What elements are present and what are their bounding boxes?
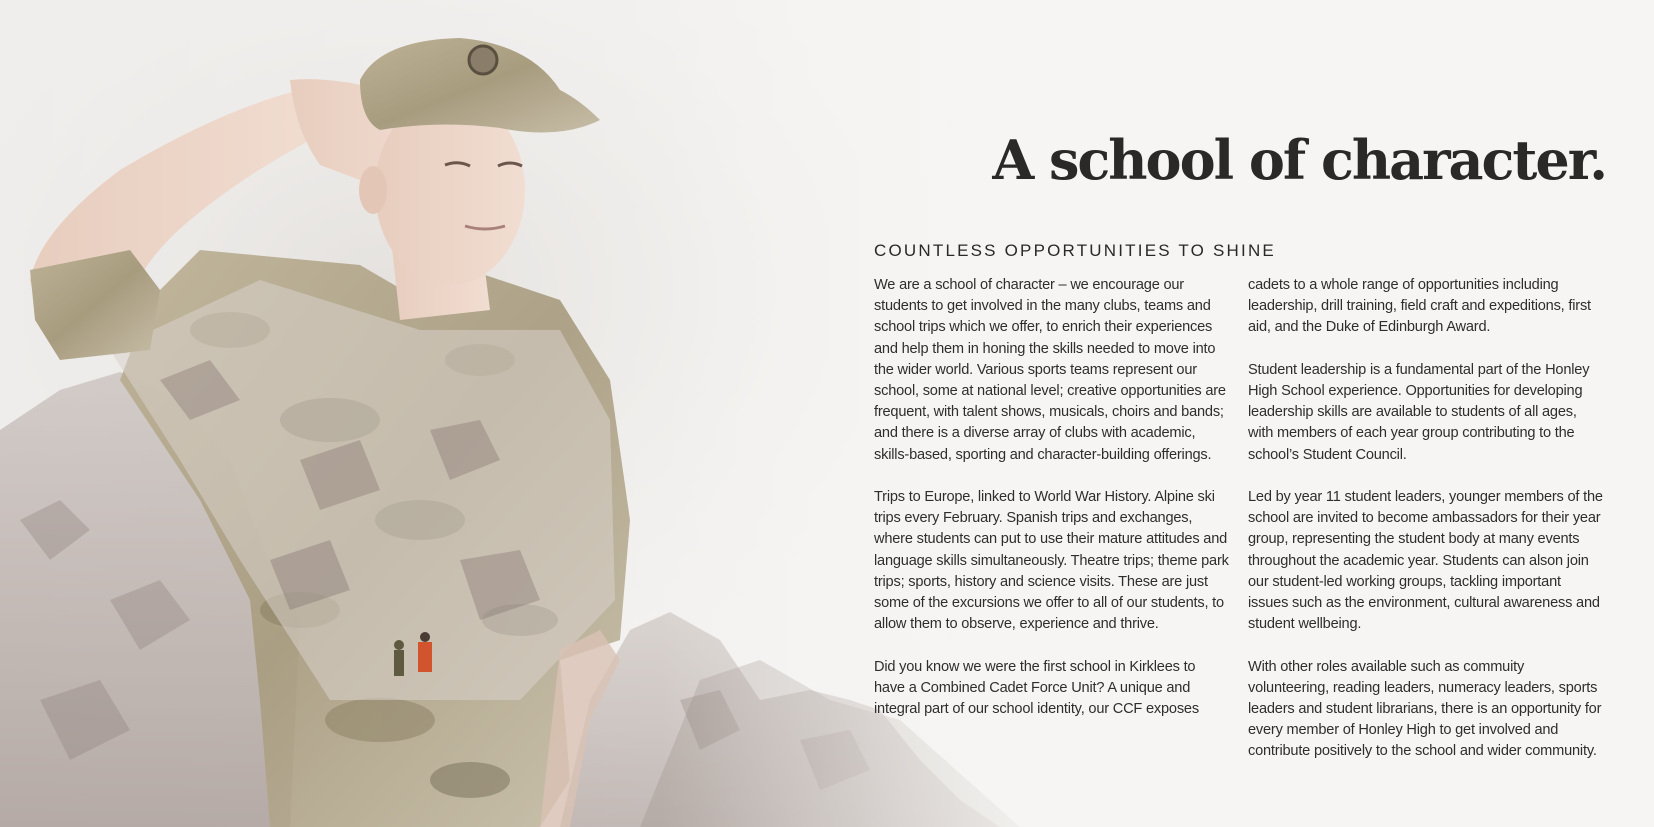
paragraph: We are a school of character – we encourage our students to get involved in the many clubs, teams and school trips which we offer, to enrich their experiences and help them in honing the skills needed to move into the wider world. Various sports teams represent our school, some at national level; creative opportunities are frequent, with talent shows, musicals, choirs and bands; and there is a diverse array of clubs with academic, skills-based, sporting and character-building offerings.	[874, 277, 1226, 463]
text-column-left	[874, 275, 1229, 741]
paragraph: Led by year 11 student leaders, younger members of the school are invited to become ambassadors for their year group, representing the student body at many events throughout the academic year. Students can alson join our student-led working groups, tackling important issues such as the environment, cultural awareness and student wellbeing.	[1248, 489, 1603, 633]
paragraph: cadets to a whole range of opportunities including leadership, drill training, field craft and expeditions, first aid, and the Duke of Edinburgh Award.	[1248, 277, 1591, 336]
paragraph: With other roles available such as commuity volunteering, reading leaders, numeracy leaders, sports leaders and student librarians, there is an opportunity for every member of Honley High to get involved and contribute positively to the school and wider community.	[1248, 658, 1602, 760]
page-title: A school of character.	[992, 128, 1606, 192]
paragraph: Student leadership is a fundamental part of the Honley High School experience. Opportunities for developing leadership skills are available to students of all ages, with members of each year group contributing to the school’s Student Council.	[1248, 361, 1590, 463]
paragraph: Trips to Europe, linked to World War History. Alpine ski trips every February. Spanish trips and exchanges, where students can put to use their mature attitudes and language skills simultaneously. Theatre trips; theme park trips; sports, history and science visits. These are just some of the excursions we offer to all of our students, to allow them to observe, experience and thrive.	[874, 489, 1229, 633]
section-heading: COUNTLESS OPPORTUNITIES TO SHINE	[874, 241, 1276, 260]
paragraph: Did you know we were the first school in Kirklees to have a Combined Cadet Force Unit? A unique and integral part of our school identity, our CCF exposes	[874, 658, 1199, 718]
text-column-right	[1248, 275, 1603, 784]
